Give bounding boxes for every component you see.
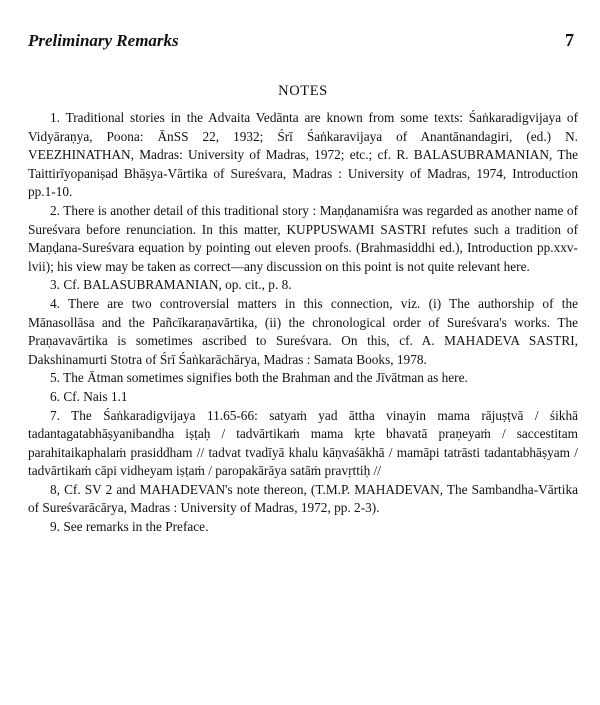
note-8 — [28, 481, 578, 518]
note-text: There is another detail of this traditional story : Maṇḍanamiśra was regarded as another name of Sureśvara before renunciation. In this matter, KUPPUSWAMI SASTRI refutes such a tradition of Maṇḍana-Sureśvara equation by pointing out eleven proofs. (Brahmasiddhi ed.), Introduction pp.xxv-lvii); his view may be taken as correct—any discussion on this point is not quite relevant here. — [28, 202, 578, 274]
note-text: See remarks in the Preface. — [63, 519, 209, 535]
note-number: 7. — [50, 407, 60, 423]
note-3 — [28, 276, 578, 295]
note-text: The Ātman sometimes signifies both the Brahman and the Jīvātman as here. — [63, 370, 468, 386]
page-number: 7 — [565, 30, 574, 50]
running-title: Preliminary Remarks — [28, 31, 179, 50]
note-number: 6. — [50, 388, 60, 404]
running-header — [28, 30, 578, 51]
note-text: There are two controversial matters in this connection, viz. (i) The authorship of the Mānasollāsa and the Pañcīkaraṇavārtika, (ii) the chronological order of Sureśvara's works. The Praṇavavārtika is sometimes ascribed to Sureśvara. On this, cf. A. MAHADEVA SASTRI, Dakshinamurti Stotra of Śrī Śaṅkarāchārya, Madras : Samata Books, 1978. — [28, 295, 578, 367]
note-4 — [28, 295, 578, 369]
note-text: Traditional stories in the Advaita Vedānta are known from some texts: Śaṅkaradigvijaya of Vidyāraṇya, Poona: ĀnSS 22, 1932; Śrī Śaṅkaravijaya of Anantānandagiri, (ed.) N. VEEZHINATHAN, Madras: University of Madras, 1972; etc.; cf. R. BALASUBRAMANIAN, The Taittirīyopaniṣad Bhāṣya-Vārtika of Sureśvara, Madras : University of Madras, 1974, Introduction pp.1-10. — [28, 110, 579, 200]
notes-list — [28, 109, 578, 537]
note-number: 5. — [50, 370, 60, 386]
note-number: 4. — [50, 295, 60, 311]
note-text: Cf. BALASUBRAMANIAN, op. cit., p. 8. — [63, 277, 292, 293]
note-text: The Śaṅkaradigvijaya 11.65-66: satyaṁ yad āttha vinayin mama rājuṣṭvā / śikhā tadantagatabhāṣyanibandha iṣṭaḥ / tadvārtikaṁ mama kṛte bhavatā praṇeyaṁ / saccestitam parahitaikaphalaṁ prasiddham // tadvat tvadīyā khalu kāṇvaśākhā / mamāpi tatrāsti tadantabhāṣyam / tadvārtikaṁ cāpi vidheyam iṣṭaṁ / paropakārāya satāṁ pravṛttiḥ // — [28, 407, 578, 479]
notes-heading: NOTES — [278, 83, 328, 99]
note-text: Cf. Nais 1.1 — [63, 388, 128, 404]
note-number: 9. — [50, 519, 60, 535]
note-number: 3. — [50, 277, 60, 293]
note-5 — [28, 369, 578, 388]
note-text: Cf. SV 2 and MAHADEVAN's note thereon, (T.M.P. MAHADEVAN, The Sambandha-Vārtika of Sureśvarācārya, Madras : University of Madras, 1972, pp. 2-3). — [28, 481, 578, 516]
note-9 — [28, 518, 578, 537]
note-number: 1. — [50, 110, 60, 125]
note-1 — [28, 109, 578, 202]
note-number: 2. — [50, 202, 60, 218]
note-2 — [28, 202, 578, 276]
note-7 — [28, 407, 578, 481]
note-number: 8, — [50, 481, 60, 497]
note-6 — [28, 388, 578, 407]
